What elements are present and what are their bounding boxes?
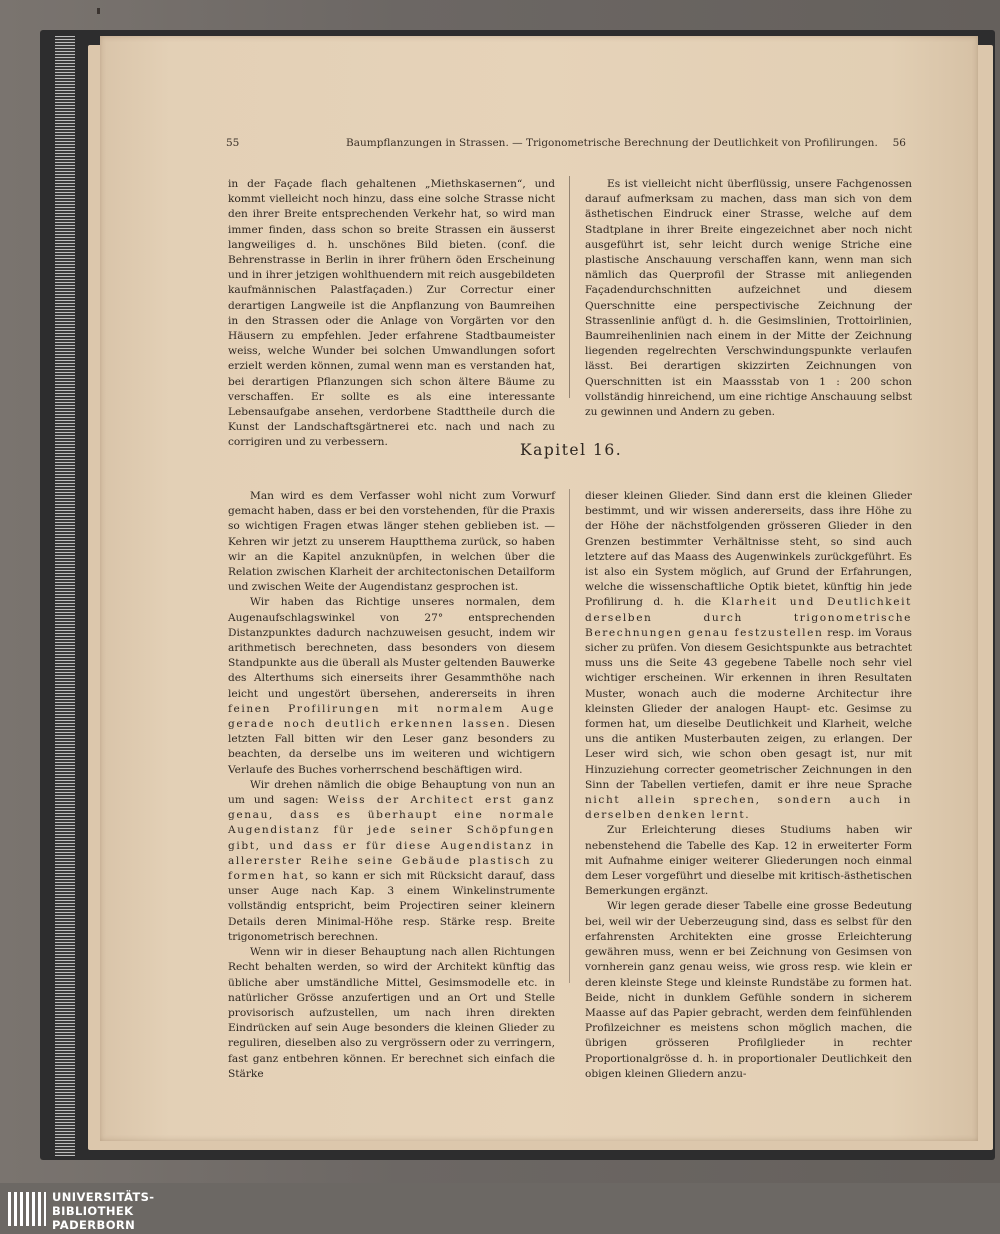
- library-name-line: PADERBORN: [52, 1218, 136, 1232]
- column-divider: [569, 176, 570, 398]
- running-header: [226, 137, 906, 153]
- paragraph: Wenn wir in dieser Behauptung nach allen Richtungen Recht behalten werden, so wird der Architekt künftig das übliche aber umständliche Mittel, Gesimsmodelle etc. in natürlicher Grösse anzufertigen und an Ort und Stelle provisorisch aufzustellen, um nach ihren direkten Eindrücken auf sein Auge besonders die kleinen Glieder zu reguliren, dieselben also zu vergrössern oder zu verringern, fast ganz entbehren können. Er berechnet sich einfach die Stärke: [228, 946, 555, 1080]
- paragraph: in der Façade flach gehaltenen „Miethskasernen“, und kommt vielleicht noch hinzu, dass eine solche Strasse nicht den ihrer Breite entsprechenden Verkehr hat, so wird man immer finden, dass schon so breite Strassen ein äusserst langweiliges d. h. unschönes Bild bieten. (conf. die Behrenstrasse in Berlin in ihrer frühern öden Erscheinung und in ihrer jetzigen wohlthuendern mit reich ausgebildeten kaufmännischen Palastfaçaden.) Zur Correctur einer derartigen Langweile ist die Anpflanzung von Baumreihen in den Strassen oder die Anlage von Vorgärten vor den Häusern zu empfehlen. Jeder erfahrene Stadtbaumeister weiss, welche Wunder bei solchen Umwandlungen sofort erzielt werden können, zumal wenn man es verstanden hat, bei derartigen Pflanzungen sich schon ältere Bäume zu verschaffen. Er sollte es als eine interessante Lebensaufgabe ansehen, verdorbene Stadttheile durch die Kunst der Landschaftsgärtnerei etc. nach und nach zu corrigiren und zu verbessern.: [228, 178, 555, 449]
- column-top-left: [228, 177, 555, 451]
- text-run: so kann er sich mit Rücksicht darauf, dass unser Auge nach Kap. 3 einem Winkelinstrumente vollständig entspricht, beim Projectiren seiner kleinern Details deren Minimal-Höhe resp. Stärke resp. Breite trigonometrisch berechnen.: [228, 870, 555, 943]
- text-run: Diesen letzten Fall bitten wir den Leser ganz besonders zu beachten, da derselbe uns im weiteren und wichtigern Verlaufe des Buches vorherrschend beschäftigen wird.: [228, 718, 555, 776]
- paragraph: [228, 595, 555, 777]
- library-name-line: UNIVERSITÄTS-: [52, 1190, 155, 1204]
- chapter-heading: Kapitel 16.: [520, 441, 623, 459]
- emphasis-text: feinen Profilirungen mit normalem Auge gerade noch deutlich erkennen lassen.: [228, 702, 555, 731]
- cover-edge: [55, 36, 75, 1156]
- column-top-right: [585, 177, 912, 420]
- page-number-right: 56: [892, 137, 906, 149]
- paragraph: Es ist vielleicht nicht überflüssig, unsere Fachgenossen darauf aufmerksam zu machen, dass man sich von dem ästhetischen Eindruck einer Strasse, welche auf dem Stadtplane in ihrer Breite eingezeichnet aber noch nicht ausgeführt ist, sehr leicht durch wenige Striche eine plastische Anschauung verschaffen kann, wenn man sich nämlich das Querprofil der Strasse mit anliegenden Façadendurchschnitten aufzeichnet und diesem Querschnitte eine perspectivische Zeichnung der Strassenlinie anfügt d. h. die Gesimslinien, Trottoirlinien, Baumreihenlinien nach einem in der Mitte der Zeichnung liegenden regelrechten Verschwindungspunkte verlaufen lässt. Bei derartigen skizzirten Zeichnungen von Querschnitten ist ein Maassstab von 1 : 200 schon vollständig hinreichend, um eine richtige Anschauung selbst zu gewinnen und Andern zu geben.: [585, 178, 912, 419]
- scan-speck: [97, 8, 100, 14]
- text-run: resp. im Voraus sicher zu prüfen. Von diesem Gesichtspunkte aus betrachtet muss uns die Seite 43 gegebene Tabelle noch sehr viel wichtiger erscheinen. Wir erkennen in ihren Resultaten Muster, wonach auch die moderne Architectur ihre kleinsten Glieder der analogen Haupt- etc. Gesimse zu formen hat, um dieselbe Deutlichkeit und Klarheit, welche uns die antiken Musterbauten zeigen, zu erlangen. Der Leser wird sich, wie schon oben gesagt ist, nur mit Hinzuziehung correcter geometrischer Zeichnungen in den Sinn der Tabellen vertiefen, damit er ihre neue Sprache: [585, 626, 912, 791]
- paragraph: [585, 489, 912, 823]
- column-divider: [569, 489, 570, 983]
- library-logo-icon: [7, 1189, 47, 1229]
- text-run: Wir drehen nämlich die obige Behauptung von nun an um und sagen:: [228, 778, 555, 807]
- paragraph: Man wird es dem Verfasser wohl nicht zum Vorwurf gemacht haben, dass er bei den vorstehenden, für die Praxis so wichtigen Fragen etwas länger stehen geblieben ist. — Kehren wir jetzt zu unserem Hauptthema zurück, so haben wir an die Kapitel anzuknüpfen, in welchen über die Relation zwischen Klarheit der architectonischen Detailform und zwischen Weite der Augendistanz gesprochen ist.: [228, 490, 555, 594]
- text-run: dieser kleinen Glieder. Sind dann erst die kleinen Glieder bestimmt, und wir wissen andererseits, dass ihre Höhe zu der Höhe der nächstfolgenden grösseren Glieder in den Grenzen bestimmter Verhältnisse steht, so sind auch letztere auf das Maass des Augenwinkels zurückgeführt. Es ist also ein System möglich, auf Grund der Erfahrungen, welche die wissenschaftliche Optik bietet, künftig hin jede Profilirung d. h. die: [585, 490, 912, 609]
- library-name-line: BIBLIOTHEK: [52, 1204, 134, 1218]
- page-number-left: 55: [226, 137, 240, 149]
- paragraph: Zur Erleichterung dieses Studiums haben wir nebenstehend die Tabelle des Kap. 12 in erweiterter Form mit Aufnahme einiger weiterer Gliederungen noch einmal dem Leser vorgeführt und dieselbe mit kritisch-ästhetischen Bemerkungen ergänzt.: [585, 824, 912, 898]
- column-bottom-right: [585, 489, 912, 1082]
- emphasis-text: Klarheit und Deutlichkeit derselben durch trigonometrische Berechnungen genau festzustellen: [585, 596, 913, 639]
- paragraph: [228, 778, 555, 945]
- running-title: Baumpflanzungen in Strassen. — Trigonometrische Berechnung der Deutlichkeit von Profilirungen.: [346, 137, 878, 149]
- emphasis-text: nicht allein sprechen, sondern auch in derselben denken lernt.: [585, 794, 912, 822]
- paragraph: Wir legen gerade dieser Tabelle eine grosse Bedeutung bei, weil wir der Ueberzeugung sind, dass es selbst für den erfahrensten Architekten eine grosse Erleichterung gewähren muss, wenn er bei Zeichnung von Gesimsen von vornherein ganz genau weiss, wie gross resp. wie klein er deren kleinste Stege und kleinste Rundstäbe zu formen hat. Beide, nicht in dunklem Gefühle sondern in sicherem Maasse auf das Papier gebracht, werden dem feinfühlenden Profilzeichner es meistens schon möglich machen, die übrigen grösseren Profilglieder in rechter Proportionalgrösse d. h. in proportionaler Deutlichkeit den obigen kleinen Gliedern anzu-: [585, 900, 912, 1080]
- column-bottom-left: [228, 489, 555, 1082]
- text-run: Wir haben das Richtige unseres normalen, dem Augenaufschlagswinkel von 27° entsprechenden Distanzpunktes dadurch nachzuweisen gesucht, indem wir arithmetisch berechneten, dass besonders von diesem Standpunkte aus die überall als Muster geltenden Bauwerke des Alterthums sich einerseits ihrer Gesammthöhe nach leicht und ungestört übersehen, andererseits in ihren: [228, 596, 555, 700]
- emphasis-text: Weiss der Architect erst ganz genau, dass es überhaupt eine normale Augendistanz für jede seiner Schöpfungen gibt, und dass er für diese Augendistanz in allererster Reihe seine Gebäude plastisch zu formen hat,: [228, 794, 555, 883]
